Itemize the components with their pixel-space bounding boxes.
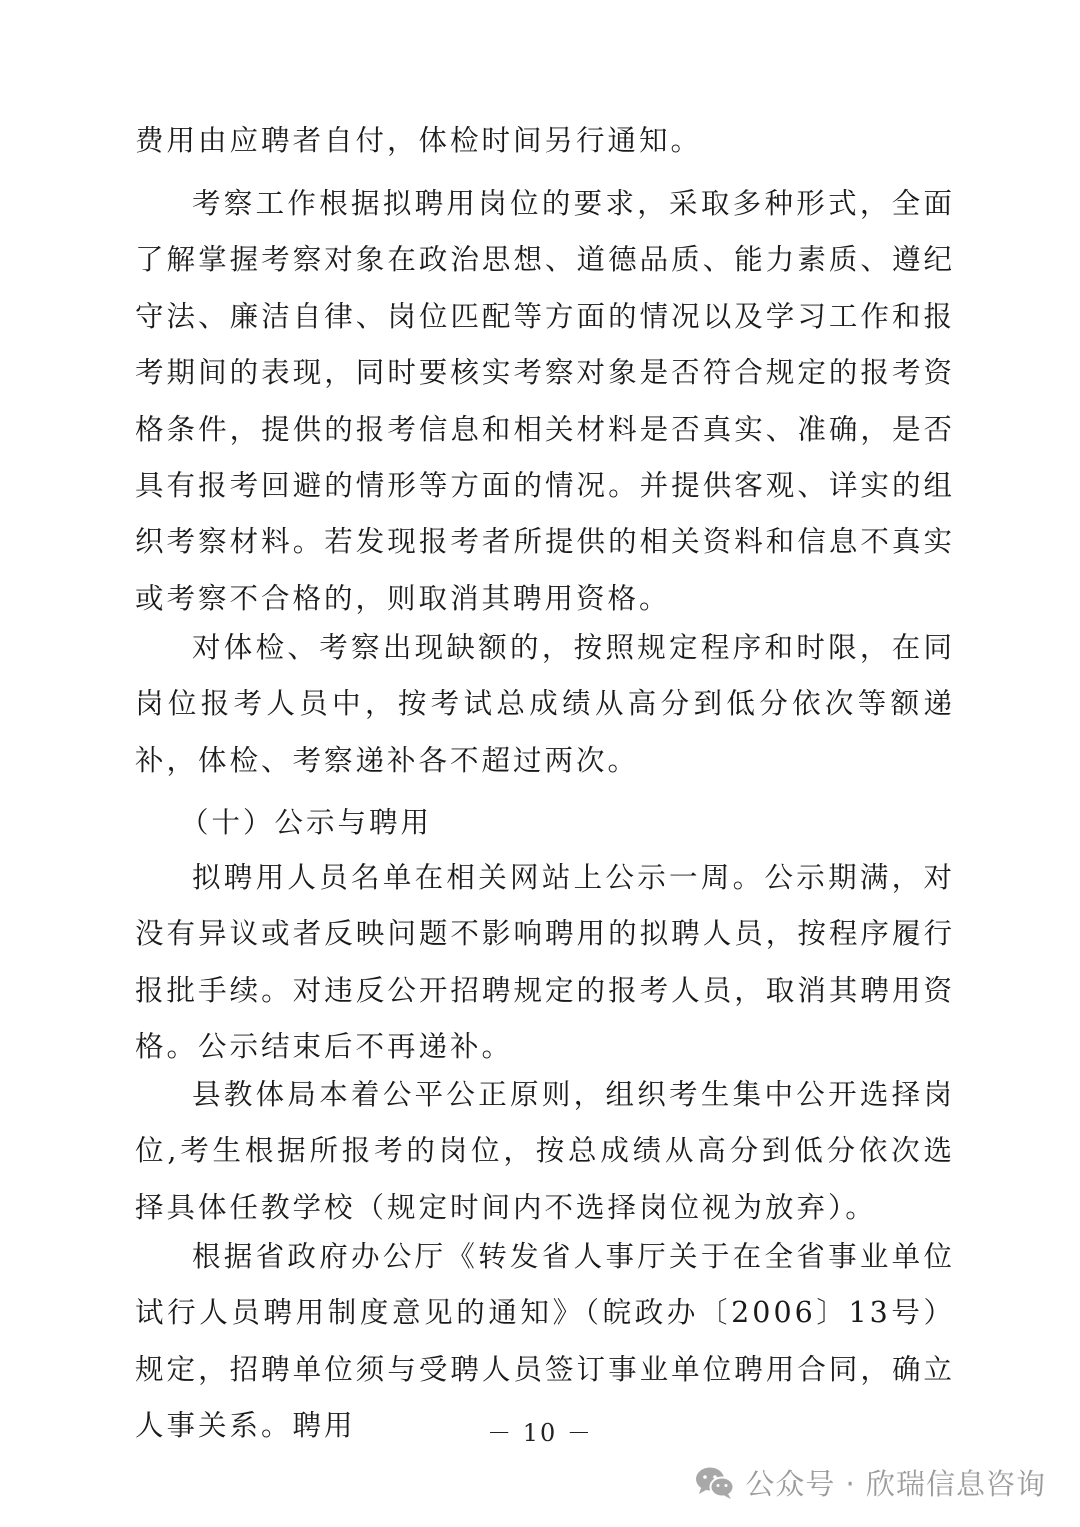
watermark <box>695 1462 1046 1503</box>
paragraph-contract: 根据省政府办公厅《转发省人事厅关于在全省事业单位试行人员聘用制度意见的通知》（皖政办〔2006〕13号）规定，招聘单位须与受聘人员签订事业单位聘用合同，确立人事关系。聘用 <box>135 1240 955 1443</box>
paragraph-position-selection: 县教体局本着公平公正原则，组织考生集中公开选择岗位,考生根据所报考的岗位，按总成绩从高分到低分依次选择具体任教学校（规定时间内不选择岗位视为放弃）。 <box>135 1078 955 1224</box>
paragraph-publicity: 拟聘用人员名单在相关网站上公示一周。公示期满，对没有异议或者反映问题不影响聘用的拟聘人员，按程序履行报批手续。对违反公开招聘规定的报考人员，取消其聘用资格。公示结束后不再递补。 <box>135 861 955 1064</box>
watermark-text: 公众号 · 欣瑞信息咨询 <box>745 1467 1046 1501</box>
paragraph-inspection: 考察工作根据拟聘用岗位的要求，采取多种形式，全面了解掌握考察对象在政治思想、道德品质、能力素质、遵纪守法、廉洁自律、岗位匹配等方面的情况以及学习工作和报考期间的表现，同时要核实考察对象是否符合规定的报考资格条件，提供的报考信息和相关材料是否真实、准确，是否具有报考回避的情形等方面的情况。并提供客观、详实的组织考察材料。若发现报考者所提供的相关资料和信息不真实或考察不合格的，则取消其聘用资格。 <box>135 187 955 615</box>
section-heading-publicity: （十）公示与聘用 <box>180 806 433 839</box>
paragraph-fee: 费用由应聘者自付，体检时间另行通知。 <box>135 124 703 157</box>
wechat-icon <box>695 1466 735 1500</box>
paragraph-vacancy: 对体检、考察出现缺额的，按照规定程序和时限，在同岗位报考人员中，按考试总成绩从高分到低分依次等额递补，体检、考察递补各不超过两次。 <box>135 631 955 777</box>
page-number: － 10 － <box>487 1419 593 1447</box>
